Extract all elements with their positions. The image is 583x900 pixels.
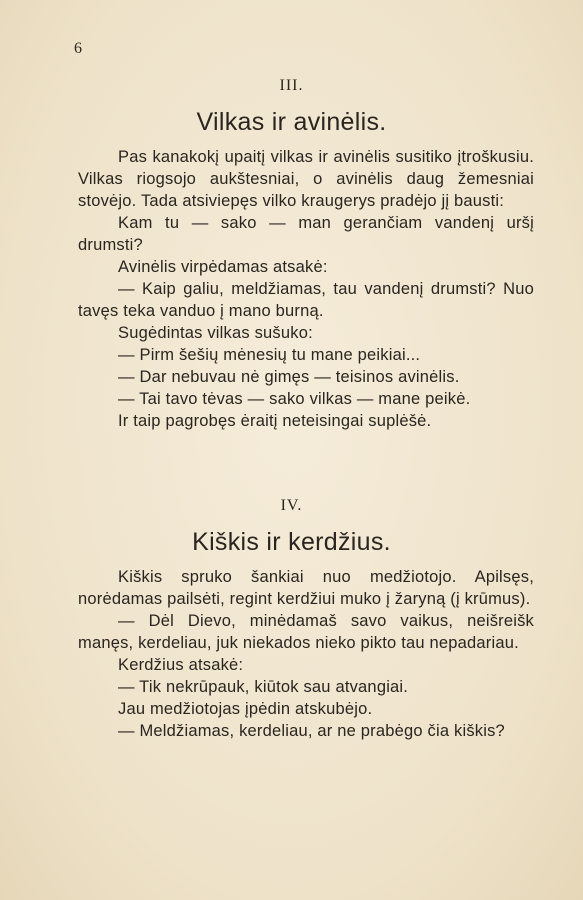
paragraph: Sugėdintas vilkas sušuko: — [118, 324, 313, 342]
section-body — [78, 146, 534, 432]
paragraph: Avinėlis virpėdamas atsakė: — [118, 258, 328, 276]
paragraph: Kam tu — sako — man gerančiam vandenį uršį drumsti? — [78, 214, 534, 254]
paragraph: Pas kanakokį upaitį vilkas ir avinėlis susitiko įtroškusiu. Vilkas riogsojo aukštesniai, o avinėlis daug žemesniai stovėjo. Tada atsiviepęs vilko kraugerys pradėjo jį bausti: — [78, 148, 534, 210]
section-title: Kiškis ir kerdžius. — [192, 528, 391, 556]
section-numeral: III. — [279, 77, 304, 94]
page-number: 6 — [74, 40, 82, 57]
paragraph: Ir taip pagrobęs ėraitį neteisingai suplėšė. — [118, 412, 432, 430]
section-title: Vilkas ir avinėlis. — [196, 108, 387, 136]
section-numeral: IV. — [280, 497, 303, 514]
dialog-line: — Dar nebuvau nė gimęs — teisinos avinėlis. — [118, 368, 460, 386]
dialog-line: — Pirm šešių mėnesių tu mane peikiai... — [118, 346, 421, 364]
paragraph: Jau medžiotojas įpėdin atskubėjo. — [118, 700, 373, 718]
dialog-line: — Dėl Dievo, minėdamaš savo vaikus, neišreišk manęs, kerdeliau, juk niekados nieko pikto tau nepadariau. — [78, 612, 534, 652]
dialog-line: — Kaip galiu, meldžiamas, tau vandenį drumsti? Nuo tavęs teka vanduo į mano burną. — [78, 280, 534, 320]
dialog-line: — Tai tavo tėvas — sako vilkas — mane peikė. — [118, 390, 471, 408]
paragraph: Kiškis spruko šankiai nuo medžiotojo. Apilsęs, norėdamas pailsėti, regint kerdžiui muko į žaryną (į krūmus). — [78, 568, 534, 608]
dialog-line: — Meldžiamas, kerdeliau, ar ne prabėgo čia kiškis? — [118, 722, 505, 740]
dialog-line: — Tik nekrūpauk, kiūtok sau atvangiai. — [118, 678, 409, 696]
section-body — [78, 566, 534, 742]
paragraph: Kerdžius atsakė: — [118, 656, 244, 674]
